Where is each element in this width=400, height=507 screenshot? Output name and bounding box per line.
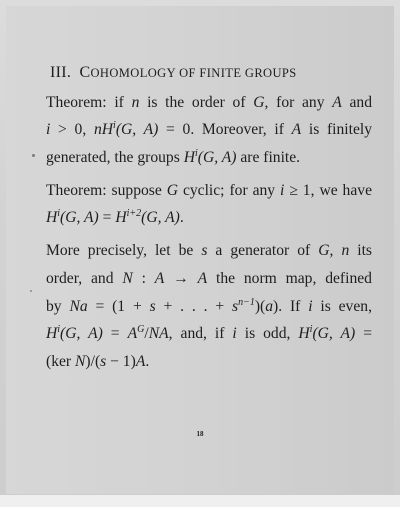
- math-args: (G, A): [115, 121, 159, 138]
- text: More precisely, let be: [46, 242, 202, 259]
- paragraph-line1: [46, 240, 372, 262]
- math-sup: i+2: [126, 208, 142, 219]
- text: ). If: [273, 298, 309, 315]
- heading-initial: C: [79, 64, 91, 81]
- math-var: N: [122, 270, 133, 287]
- text: Theorem: if: [46, 94, 132, 111]
- math-var: i: [280, 182, 285, 199]
- math-sup: i: [57, 324, 61, 335]
- text: Theorem: suppose: [46, 182, 167, 199]
- math-sup: i: [57, 208, 61, 219]
- math-var: n: [131, 94, 140, 111]
- math-var: A: [154, 270, 165, 287]
- text: and: [341, 94, 372, 111]
- heading-text: OHOMOLOGY OF FINITE GROUPS: [90, 66, 297, 80]
- text: by: [46, 298, 70, 315]
- section-heading: [50, 64, 297, 82]
- paragraph-line4: [46, 323, 372, 345]
- text: a generator of: [207, 242, 319, 259]
- math-var: H: [46, 325, 58, 342]
- math-var: A: [291, 121, 302, 138]
- math-var: i: [308, 298, 313, 315]
- section-number: III.: [50, 64, 72, 81]
- math-var: i: [232, 325, 237, 342]
- text: is finitely: [301, 121, 373, 138]
- math-sup: i: [194, 148, 198, 159]
- text: =: [355, 325, 373, 342]
- paragraph-line5: [46, 351, 372, 373]
- text: ,: [329, 242, 342, 259]
- theorem1-line2: [46, 119, 372, 141]
- text: is odd,: [236, 325, 299, 342]
- text: − 1): [106, 353, 136, 370]
- math-var: s: [149, 298, 156, 315]
- text: its: [349, 242, 373, 259]
- text: is the order of: [139, 94, 254, 111]
- text: the norm map, defined: [207, 270, 372, 287]
- text: )(: [254, 298, 266, 315]
- text: (ker: [46, 353, 76, 370]
- math-args: (G, A): [312, 325, 356, 342]
- arrow-symbol: →: [164, 270, 198, 287]
- theorem1-line1: [46, 92, 372, 114]
- scan-edge: [0, 495, 400, 507]
- math-sup: i: [113, 120, 116, 131]
- math-var: H: [298, 325, 310, 342]
- math-var: n: [341, 242, 350, 259]
- scan-speck: [30, 290, 32, 292]
- text: = (1 +: [87, 298, 150, 315]
- math-var: N: [75, 353, 86, 370]
- math-var: A: [197, 270, 208, 287]
- math-var: s: [232, 298, 239, 315]
- text: generated, the groups: [46, 149, 184, 166]
- math-var: G: [166, 182, 179, 199]
- text: ≥ 1, we have: [284, 182, 372, 199]
- math-var: G: [318, 242, 330, 259]
- math-var: a: [265, 298, 274, 315]
- text: /: [144, 325, 149, 342]
- text: , and, if: [168, 325, 233, 342]
- text: are finite.: [236, 149, 301, 166]
- math-args: (G, A): [141, 209, 180, 226]
- theorem2-line1: [46, 180, 372, 202]
- math-var: H: [183, 149, 195, 166]
- text: =: [98, 209, 116, 226]
- math-var: H: [115, 209, 127, 226]
- text: =: [102, 325, 128, 342]
- paragraph-line2: [46, 268, 372, 290]
- text: :: [132, 270, 155, 287]
- math-var: A: [127, 325, 138, 342]
- text: , for any: [264, 94, 333, 111]
- math-var: A: [332, 94, 342, 111]
- math-var: nH: [93, 121, 114, 138]
- math-var: i: [46, 121, 51, 138]
- page-number: 18: [196, 430, 204, 438]
- scan-speck: [32, 154, 35, 157]
- math-sup: G: [137, 324, 145, 335]
- text: .: [179, 209, 184, 226]
- theorem2-line2: [46, 207, 372, 229]
- text: )/(: [85, 353, 101, 370]
- text: + . . . +: [155, 298, 233, 315]
- math-sup: n−1: [238, 297, 255, 308]
- math-var: G: [253, 94, 265, 111]
- text: .: [145, 353, 150, 370]
- text: > 0,: [50, 121, 94, 138]
- math-var: s: [100, 353, 107, 370]
- math-args: (G, A): [60, 209, 99, 226]
- math-args: (G, A): [60, 325, 103, 342]
- math-var: s: [201, 242, 208, 259]
- math-var: A: [135, 353, 146, 370]
- text: cyclic; for any: [178, 182, 281, 199]
- paragraph-line3: [46, 296, 372, 318]
- math-args: (G, A): [197, 149, 237, 166]
- math-var: Na: [69, 298, 88, 315]
- math-sup: i: [309, 324, 313, 335]
- math-var: NA: [148, 325, 169, 342]
- math-var: H: [46, 209, 58, 226]
- text: = 0. Moreover, if: [158, 121, 292, 138]
- text: is even,: [312, 298, 372, 315]
- text: order, and: [46, 270, 123, 287]
- theorem1-line3: [46, 147, 372, 169]
